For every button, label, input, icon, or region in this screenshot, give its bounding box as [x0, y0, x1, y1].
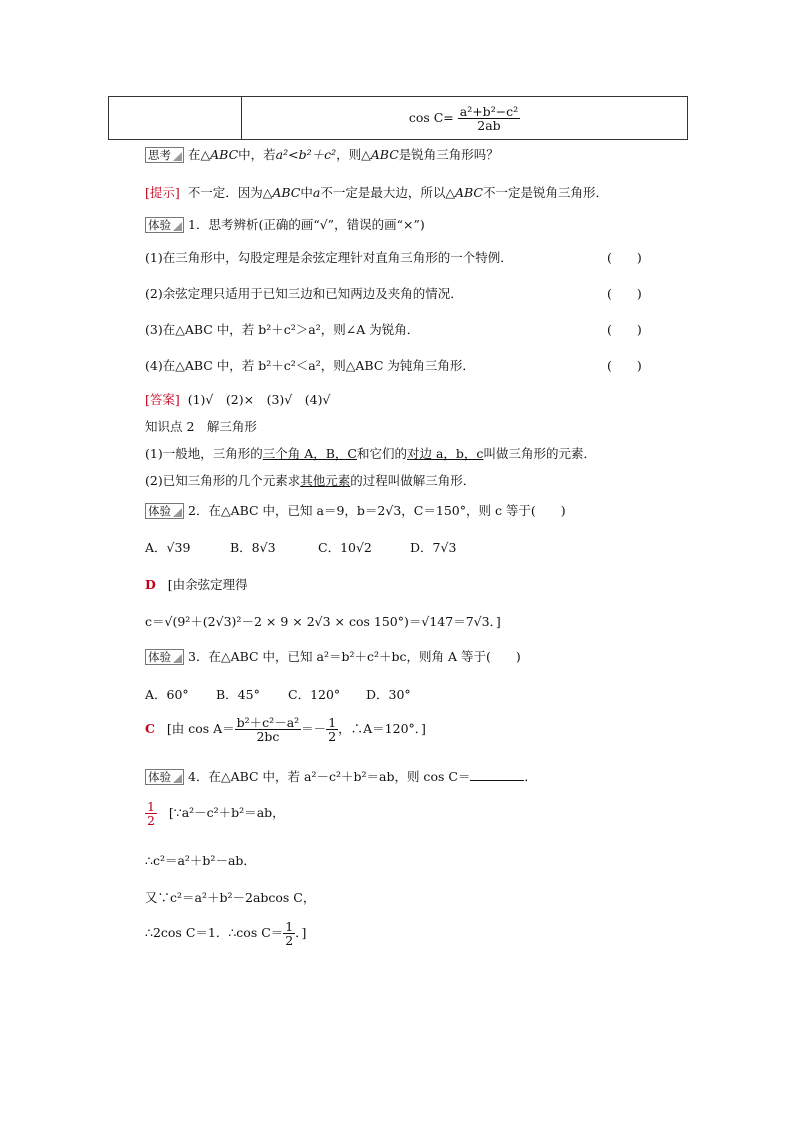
kp2-line2: (2)已知三角形的几个元素求其他元素的过程叫做解三角形． — [145, 473, 476, 488]
half-fraction: $\frac{1}{2}$ — [285, 919, 294, 948]
exp3-option: C．120° — [288, 687, 341, 702]
answer-blank: ( ) — [607, 250, 642, 265]
corner-triangle-icon — [173, 654, 182, 663]
exp3-answer: C [由 cos A＝ $\frac{\text{b²＋c²－a²}}{2bc}$ ＝－ $\frac{1}{2}$ ，∴A＝120°．] — [145, 715, 426, 744]
exp1-answer: [答案] (1)√ (2)× (3)√ (4)√ — [145, 392, 331, 407]
answer-fraction: $\frac{1}{2}$ — [147, 799, 155, 828]
exp2-option: A．√39 — [145, 540, 191, 555]
exp4-step: ∴c²＝a²＋b²－ab． — [145, 853, 256, 868]
exp2-option: D．7√3 — [410, 540, 457, 555]
exp1-item: (2)余弦定理只适用于已知三边和已知两边及夹角的情况． — [145, 286, 463, 301]
exp3-question: 体验 3．在△ABC 中，已知 a²＝b²＋c²＋bc，则角 A 等于( ) — [145, 647, 521, 665]
half-fraction: $\frac{1}{2}$ — [328, 715, 337, 744]
table-left-cell — [109, 97, 242, 140]
formula-table — [108, 96, 688, 140]
fill-blank — [470, 770, 524, 781]
exp3-option: A．60° — [145, 687, 189, 702]
exp1-item: (1)在三角形中，勾股定理是余弦定理针对直角三角形的一个特例． — [145, 250, 513, 265]
corner-triangle-icon — [173, 152, 182, 161]
exp4-answer: $\frac{1}{2}$ [∵a²－c²＋b²＝ab， — [147, 799, 285, 828]
think-tag: 思考 — [145, 147, 184, 163]
exp1-tag: 体验 — [145, 217, 184, 233]
answer-blank: ( ) — [607, 358, 642, 373]
answer-blank: ( ) — [607, 322, 642, 337]
corner-triangle-icon — [173, 222, 182, 231]
exp3-tag: 体验 — [145, 649, 184, 665]
exp2-answer: D [由余弦定理得 — [145, 577, 248, 592]
exp4-step: 又∵c²＝a²＋b²－2abcos C， — [145, 890, 316, 905]
hint-answer: [提示] 不一定．因为△ABC中a不一定是最大边，所以△ABC不一定是锐角三角形． — [145, 185, 608, 200]
exp4-tag: 体验 — [145, 769, 184, 785]
exp3-option: D．30° — [366, 687, 411, 702]
think-question: 思考 在△ABC中，若a²<b²＋c²，则△ABC是锐角三角形吗？ — [145, 145, 499, 163]
exp4-step: ∴2cos C＝1．∴cos C＝ $\frac{1}{2}$ ．] — [145, 919, 307, 948]
exp2-calc: c＝√(9²＋(2√3)²－2 × 9 × 2√3 × cos 150°)＝√147＝7√3．] — [145, 614, 501, 629]
corner-triangle-icon — [173, 508, 182, 517]
exp2-option: C．10√2 — [318, 540, 372, 555]
exp4-question: 体验 4．在△ABC 中，若 a²－c²＋b²＝ab，则 cos C＝ ． — [145, 767, 537, 785]
formula-prefix: cos C= — [408, 109, 454, 125]
exp2-option: B．8√3 — [230, 540, 276, 555]
answer-letter: D — [145, 577, 156, 592]
cos-fraction: $\frac{\text{b²＋c²－a²}}{2bc}$ — [236, 715, 300, 744]
answer-letter: C — [145, 721, 155, 736]
knowledge-point-title: 知识点 2 解三角形 — [145, 419, 257, 434]
exp1-item: (3)在△ABC 中，若 b²＋c²＞a²，则∠A 为锐角． — [145, 322, 420, 337]
exp3-option: B．45° — [216, 687, 260, 702]
table-formula-cell — [242, 97, 688, 140]
exp2-tag: 体验 — [145, 503, 184, 519]
answer-tag: [答案] — [145, 392, 180, 407]
kp2-line1: (1)一般地，三角形的三个角 A，B，C和它们的对边 a，b，c叫做三角形的元素． — [145, 446, 596, 461]
formula-fraction: $\frac{\text{a²+b²−c²}}{2ab}$ — [459, 103, 519, 133]
hint-tag: [提示] — [145, 185, 180, 200]
exp2-question: 体验 2．在△ABC 中，已知 a＝9，b＝2√3，C＝150°，则 c 等于( ) — [145, 501, 566, 519]
exp1-item: (4)在△ABC 中，若 b²＋c²＜a²，则△ABC 为钝角三角形． — [145, 358, 475, 373]
corner-triangle-icon — [173, 774, 182, 783]
exp1-title: 体验 1．思考辨析(正确的画“√”，错误的画“×”) — [145, 215, 425, 233]
answer-blank: ( ) — [607, 286, 642, 301]
